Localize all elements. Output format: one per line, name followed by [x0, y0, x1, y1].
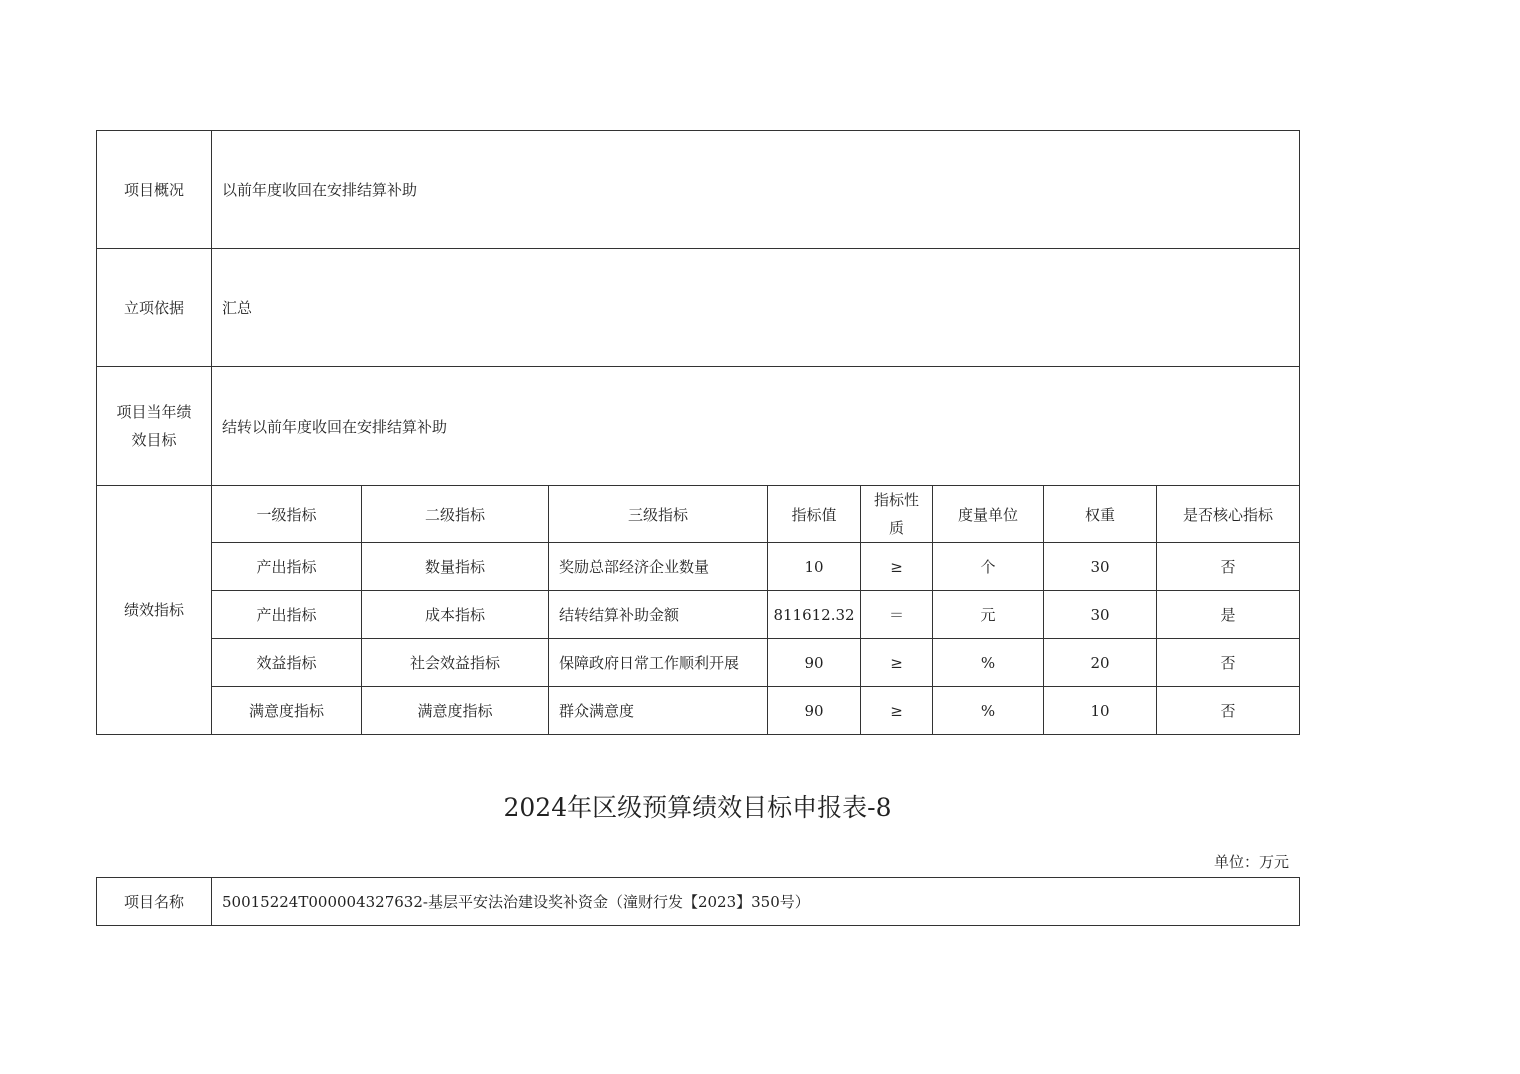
- core-cell: 是: [1157, 591, 1300, 639]
- overview-value: 以前年度收回在安排结算补助: [212, 131, 1300, 249]
- unit-cell: %: [933, 687, 1044, 735]
- project-name-label: 项目名称: [97, 878, 212, 926]
- table-row: [97, 687, 1300, 735]
- weight-cell: 10: [1044, 687, 1157, 735]
- core-cell: 否: [1157, 687, 1300, 735]
- level1-cell: 产出指标: [212, 591, 362, 639]
- level3-cell: 群众满意度: [549, 687, 768, 735]
- header-cell: 二级指标: [362, 486, 549, 543]
- value-cell: 10: [768, 543, 861, 591]
- core-cell: 否: [1157, 543, 1300, 591]
- goal-value: 结转以前年度收回在安排结算补助: [212, 367, 1300, 486]
- unit-label: 单位：万元: [1213, 853, 1289, 871]
- core-cell: 否: [1157, 639, 1300, 687]
- level1-cell: 产出指标: [212, 543, 362, 591]
- level1-cell: 效益指标: [212, 639, 362, 687]
- header-cell: 指标值: [768, 486, 861, 543]
- header-cell: 是否核心指标: [1157, 486, 1300, 543]
- level2-cell: 社会效益指标: [362, 639, 549, 687]
- header-cell: 度量单位: [933, 486, 1044, 543]
- unit-cell: 元: [933, 591, 1044, 639]
- level1-cell: 满意度指标: [212, 687, 362, 735]
- table-row: [97, 591, 1300, 639]
- level3-cell: 结转结算补助金额: [549, 591, 768, 639]
- indicators-label: 绩效指标: [97, 486, 212, 735]
- level2-cell: 满意度指标: [362, 687, 549, 735]
- goal-label: 项目当年绩效目标: [97, 367, 212, 486]
- level3-cell: 奖励总部经济企业数量: [549, 543, 768, 591]
- header-cell: 指标性质: [861, 486, 933, 543]
- header-cell: 三级指标: [549, 486, 768, 543]
- header-cell: 权重: [1044, 486, 1157, 543]
- weight-cell: 20: [1044, 639, 1157, 687]
- value-cell: 811612.32: [768, 591, 861, 639]
- nature-cell: ≥: [861, 639, 933, 687]
- table-row: [97, 543, 1300, 591]
- table-row: [97, 639, 1300, 687]
- unit-cell: 个: [933, 543, 1044, 591]
- document-title: 2024年区级预算绩效目标申报表-8: [503, 793, 892, 822]
- overview-label: 项目概况: [97, 131, 212, 249]
- nature-cell: ≥: [861, 543, 933, 591]
- nature-cell: ≥: [861, 687, 933, 735]
- project-name-table: [96, 877, 1300, 926]
- basis-value: 汇总: [212, 249, 1300, 367]
- level2-cell: 成本指标: [362, 591, 549, 639]
- performance-table: [96, 130, 1300, 735]
- basis-label: 立项依据: [97, 249, 212, 367]
- weight-cell: 30: [1044, 543, 1157, 591]
- unit-cell: %: [933, 639, 1044, 687]
- value-cell: 90: [768, 639, 861, 687]
- nature-cell: ＝: [861, 591, 933, 639]
- weight-cell: 30: [1044, 591, 1157, 639]
- header-cell: 一级指标: [212, 486, 362, 543]
- level3-cell: 保障政府日常工作顺利开展: [549, 639, 768, 687]
- level2-cell: 数量指标: [362, 543, 549, 591]
- project-name-value: 50015224T000004327632-基层平安法治建设奖补资金（潼财行发【2023】350号）: [212, 878, 1300, 926]
- value-cell: 90: [768, 687, 861, 735]
